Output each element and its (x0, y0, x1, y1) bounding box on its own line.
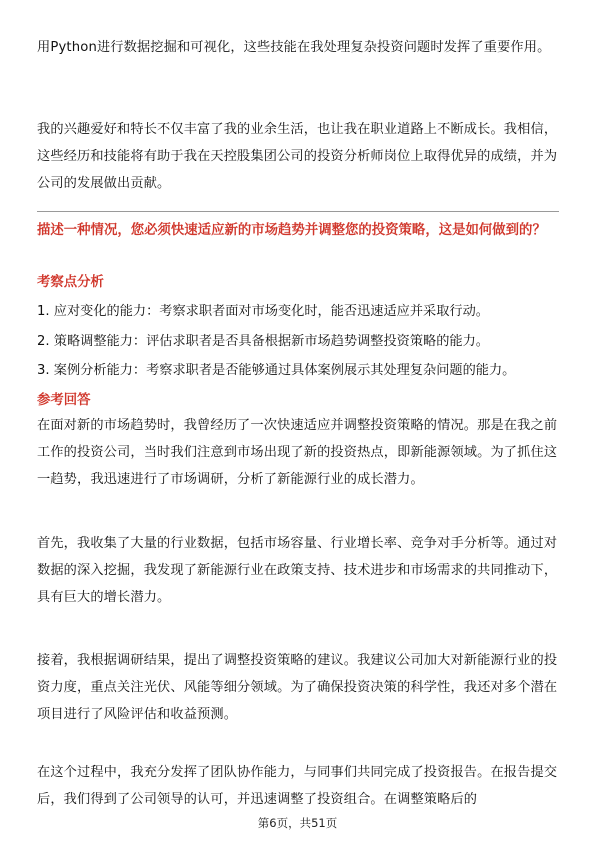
analysis-point: 1. 应对变化的能力：考察求职者面对市场变化时，能否迅速适应并采取行动。 (37, 304, 489, 319)
answer-heading: 参考回答 (37, 393, 91, 408)
hobby-paragraph: 我的兴趣爱好和特长不仅丰富了我的业余生活，也让我在职业道路上不断成长。我相信，这些经历和技能将有助于我在天控股集团公司的投资分析师岗位上取得优异的成绩，并为公司的发展做出贡献。 (37, 122, 558, 191)
answer-paragraph: 首先，我收集了大量的行业数据，包括市场容量、行业增长率、竞争对手分析等。通过对数据的深入挖掘，我发现了新能源行业在政策支持、技术进步和市场需求的共同推动下，具有巨大的增长潜力。 (37, 536, 558, 605)
intro-continued-paragraph: 用Python进行数据挖掘和可视化，这些技能在我处理复杂投资问题时发挥了重要作用。 (37, 40, 551, 55)
analysis-point: 2. 策略调整能力：评估求职者是否具备根据新市场趋势调整投资策略的能力。 (37, 333, 489, 349)
interview-question: 描述一种情况，您必须快速适应新的市场趋势并调整您的投资策略，这是如何做到的？ (37, 223, 546, 238)
analysis-point: 3. 案例分析能力：考察求职者是否能够通过具体案例展示其处理复杂问题的能力。 (37, 363, 516, 378)
answer-paragraph: 在面对新的市场趋势时，我曾经历了一次快速适应并调整投资策略的情况。那是在我之前工作的投资公司，当时我们注意到市场出现了新的投资热点，即新能源领域。为了抓住这一趋势，我迅速进行了市场调研，分析了新能源行业的成长潜力。 (37, 418, 558, 487)
analysis-points-list (37, 297, 559, 386)
page-number-footer: 第6页，共51页 (257, 816, 338, 830)
answer-paragraph: 在这个过程中，我充分发挥了团队协作能力，与同事们共同完成了投资报告。在报告提交后，我们得到了公司领导的认可，并迅速调整了投资组合。在调整策略后的 (37, 765, 558, 807)
analysis-heading: 考察点分析 (37, 275, 104, 290)
section-divider (37, 211, 559, 212)
answer-paragraph: 接着，我根据调研结果，提出了调整投资策略的建议。我建议公司加大对新能源行业的投资力度，重点关注光伏、风能等细分领域。为了确保投资决策的科学性，我还对多个潜在项目进行了风险评估和收益预测。 (37, 653, 558, 722)
